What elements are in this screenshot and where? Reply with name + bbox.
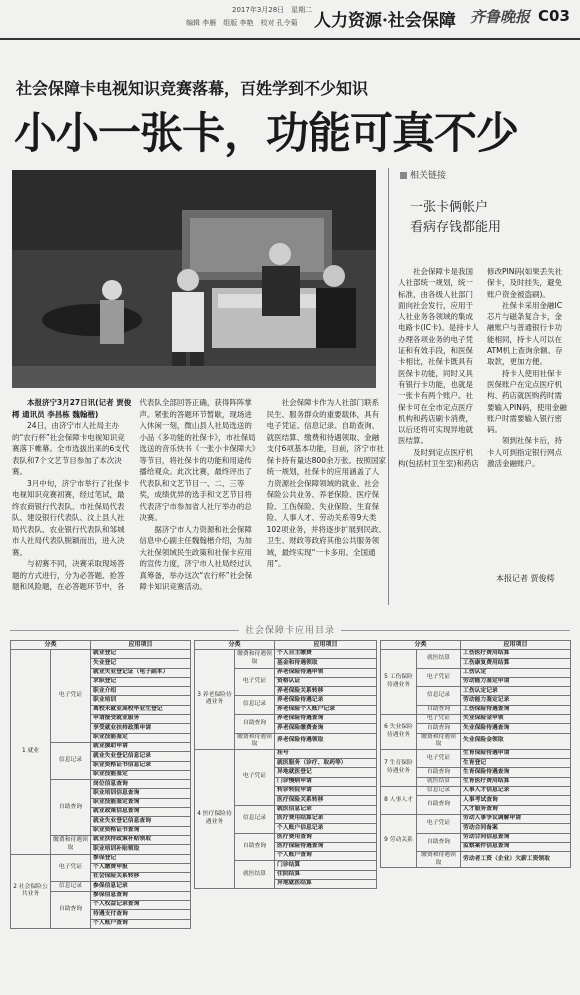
issue-date: 2017年3月28日 星期二 [232,6,313,14]
subcategory-cell: 电子凭证 [417,749,461,768]
article-paragraph: 与初赛不同，决赛采取现场答题的方式进行，分为必答题、抢答题和风险题，在必答题环节中，各代表队全部回答正确，获得阵阵掌声。紧张的答题环节暂歇，现场进入休闲一刻，微山县人社局选送的小品《多功能的社保卡》，市社保局选送的音乐快书《一张小卡保障大》等节目，将社保卡的功能和用途传播给观众。此次比赛，最终评出了代表队和文艺节目一、二、三等奖，成绩优异的选手和文艺节目将代表济宁市参加省人社厅举办的总决赛。 [12,398,256,591]
sidebar-paragraph: 领到社保卡后，持卡人可到指定银行网点激活金融账户。 [487,436,562,469]
application-item-cell: 工伤医疗费用结算 [461,650,571,659]
application-item-cell: 养老保险待遇查询 [275,715,377,724]
application-item-cell: 就业失业登记信息查询 [91,817,191,826]
article-paragraph: 社会保障卡作为人社部门联系民生、服务群众的重要载体，具有电子凭证、信息记录、自助查询、就医结算、缴费和待遇领取、金融支付6项基本功能，目前，济宁市社保卡持有量达800余万张。按照国家统一规划，社保卡的应用涵盖了人力资源社会保障领域的就业、社会保险公共业务、养老保险、医疗保险、工伤保险、失业保险、生育保险、人事人才、劳动关系等9大类102项业务，并将逐步扩展到民政、卫生、财政等政府其他公共服务领域，最终实现“一卡多用、全国通用”。 [266,398,386,568]
column-header: 应用项目 [91,641,191,650]
subcategory-cell: 自助查询 [417,705,461,714]
application-item-cell: 生育保险待遇查询 [461,768,571,777]
category-cell: 7 生育保险待遇业务 [381,749,417,786]
subcategory-cell: 缴费和待遇领取 [51,835,91,854]
table-row [11,854,191,863]
application-item-cell: 监察案件信息查询 [461,842,571,851]
application-table-1 [10,640,191,929]
category-cell: 1 就业 [11,650,51,855]
application-item-cell: 养老保险缴费查询 [275,724,377,733]
newspaper-logo: 齐鲁晚报 [470,8,531,26]
table-row [195,650,377,659]
subcategory-cell: 电子凭证 [235,749,275,805]
subcategory-cell: 电子凭证 [51,854,91,882]
application-item-cell: 享受就业扶持政策申请 [91,724,191,733]
application-item-cell: 社会保险关系转移 [91,873,191,882]
subcategory-cell: 自助查询 [417,833,461,852]
application-item-cell: 就医信息记录 [275,805,377,814]
application-item-cell: 养老保险关系转移 [275,687,377,696]
application-item-cell: 职业培训 [91,696,191,705]
application-item-cell: 个人缴费申报 [91,863,191,872]
application-item-cell: 就业援助申请 [91,742,191,751]
application-item-cell: 个人账户信息记录 [275,824,377,833]
application-item-cell: 离校未就业高校毕业生登记 [91,705,191,714]
application-item-cell: 失业保险金申领 [461,715,571,724]
category-cell: 5 工伤保险待遇业务 [381,650,417,715]
table-header-row [381,641,571,650]
application-item-cell: 医疗费用结算记录 [275,814,377,823]
application-item-cell: 工伤康复费用结算 [461,659,571,668]
application-item-cell: 劳动人事争议调解申请 [461,814,571,823]
application-item-cell: 异地就医登记 [275,768,377,777]
application-item-cell: 工伤保险待遇查询 [461,705,571,714]
article-paragraph: 据济宁市人力资源和社会保障信息中心副主任魏翰楷介绍，为加大社保领域民生政策和社保卡应用的宣传力度，济宁市人社局经过认真筹备，举办这次“农行杯”社会保障卡知识竞赛活动。 [139,524,253,591]
subcategory-cell: 就医结算 [235,861,275,889]
masthead [0,0,580,40]
page-number: C03 [538,7,570,25]
table-title-text: 社会保障卡应用目录 [239,626,341,636]
column-header: 分类 [195,641,275,650]
application-item-cell: 门诊结算 [275,861,377,870]
application-item-cell: 生育保险待遇申请 [461,749,571,758]
subcategory-cell: 电子凭证 [417,668,461,687]
application-item-cell: 养老保险待遇领取 [275,733,377,749]
application-item-cell: 转诊转院申请 [275,787,377,796]
application-item-cell: 职业资格证书信息记录 [91,761,191,770]
application-item-cell: 职业技能鉴定 [91,770,191,779]
application-item-cell: 职业培训补贴领取 [91,845,191,854]
subcategory-cell: 缴费和待遇领取 [235,650,275,669]
subcategory-cell: 信息记录 [51,742,91,779]
subcategory-cell: 缴费和待遇领取 [417,733,461,749]
application-item-cell: 就业失业登记证（电子副本） [91,668,191,677]
article-paragraph: 3月中旬，济宁市举行了社保卡电视知识竞赛初赛，经过笔试，最终农商银行代表队、市社保局代表队、建设银行代表队、汶上县人社局代表队、农业银行代表队和邹城市人社局代表队脱颖而出，进入决赛。 [12,478,130,557]
application-item-cell: 工伤认定记录 [461,687,571,696]
subcategory-cell: 电子凭证 [235,668,275,696]
application-item-cell: 参保登记 [91,854,191,863]
application-item-cell: 求职登记 [91,677,191,686]
application-item-cell: 就业失业登记信息记录 [91,752,191,761]
table-row [381,749,571,758]
application-item-cell: 个人账户查询 [91,919,191,928]
application-item-cell: 人事人才信息记录 [461,787,571,796]
column-divider [388,168,389,605]
application-item-cell: 待遇支付查询 [91,910,191,919]
subcategory-cell: 自助查询 [235,715,275,734]
application-item-cell: 职业介绍 [91,687,191,696]
application-item-cell: 职业培训信息查询 [91,789,191,798]
application-item-cell: 失业保险金领取 [461,733,571,749]
application-item-cell: 医疗保险关系转移 [275,796,377,805]
application-item-cell: 劳动能力鉴定申请 [461,677,571,686]
application-item-cell: 参保信息记录 [91,882,191,891]
column-header: 应用项目 [461,641,571,650]
article-lead: 本报济宁3月27日讯(记者 贾俊樗 通讯员 李昌栋 魏翰楷) [12,398,132,419]
category-cell: 4 医疗保险待遇业务 [195,749,235,888]
column-header: 应用项目 [275,641,377,650]
application-item-cell: 住院结算 [275,870,377,879]
application-item-cell: 就业登记 [91,650,191,659]
subcategory-cell: 信息记录 [417,787,461,796]
table-row [195,749,377,758]
application-item-cell: 参保信息查询 [91,891,191,900]
category-cell: 9 劳动关系 [381,814,417,867]
subcategory-cell: 自助查询 [417,724,461,733]
application-item-cell: 个人自主缴费 [275,650,377,659]
table-row [381,787,571,796]
application-item-cell: 失业登记 [91,659,191,668]
subcategory-cell: 信息记录 [235,696,275,715]
application-item-cell: 人事考试查询 [461,796,571,805]
stage-photo-illustration [12,170,376,388]
application-item-cell: 就医服务（诊疗、取药等） [275,759,377,768]
sidebar-byline: 本报记者 贾俊樗 [496,574,555,583]
subcategory-cell: 电子凭证 [51,650,91,743]
category-cell: 2 社会保险公共业务 [11,854,51,928]
subcategory-cell: 自助查询 [51,891,91,928]
sidebar-title: 一张卡俩帐户 看病存钱都能用 [410,200,502,235]
application-item-cell: 基金和待遇领取 [275,659,377,668]
article-headline: 小小一张卡，功能可真不少 [14,109,518,159]
category-cell: 3 养老保险待遇业务 [195,650,235,750]
subcategory-cell: 就医结算 [417,650,461,669]
application-item-cell: 就业政策信息查询 [91,808,191,817]
table-row [381,650,571,659]
application-item-cell: 人才服务查询 [461,805,571,814]
article-body [12,397,386,603]
table-header-row [195,641,377,650]
category-cell: 6 失业保险待遇业务 [381,715,417,750]
application-item-cell: 异地就医结算 [275,880,377,889]
subcategory-cell: 电子凭证 [417,715,461,724]
application-item-cell: 资格认证 [275,677,377,686]
subcategory-cell: 信息记录 [235,805,275,833]
editor-credits: 编辑 李雁 组版 李艳 校对 孔令菊 [186,19,298,27]
application-item-cell: 门诊慢病申请 [275,777,377,786]
article-subheadline: 社会保障卡电视知识竞赛落幕，百姓学到不少知识 [16,79,369,98]
application-item-cell: 医疗费用查询 [275,833,377,842]
application-item-cell: 个人权益记录查询 [91,901,191,910]
application-table-3 [380,640,571,868]
news-photo [12,170,376,388]
application-item-cell: 个人账户查询 [275,852,377,861]
application-item-cell: 职业资格证书查询 [91,826,191,835]
application-item-cell: 失业保险待遇查询 [461,724,571,733]
table-header-row [11,641,191,650]
application-item-cell: 工伤认定 [461,668,571,677]
subcategory-cell: 缴费和待遇领取 [235,733,275,749]
table-row [381,814,571,823]
application-item-cell: 申请接受就业服务 [91,715,191,724]
table-row [381,715,571,724]
sidebar-paragraph: 持卡人使用社保卡医保账户在定点医疗机构、药店就医购药时需要输入PIN码，使用金融账户时需要输入银行密码。 [487,368,567,435]
application-table-2 [194,640,377,889]
application-item-cell: 劳动合同备案 [461,824,571,833]
application-item-cell: 就业扶持政策补贴领取 [91,835,191,844]
sidebar-body [398,266,568,596]
subcategory-cell: 缴费和待遇领取 [417,852,461,868]
square-icon [400,172,407,179]
subcategory-cell: 信息记录 [51,882,91,891]
application-item-cell: 医疗保险待遇查询 [275,842,377,851]
category-cell: 8 人事人才 [381,787,417,815]
application-item-cell: 劳动者工资（企业）欠薪工资领取 [461,852,571,868]
subcategory-cell: 自助查询 [51,780,91,836]
application-item-cell: 劳动能力鉴定记录 [461,696,571,705]
column-header: 分类 [381,641,461,650]
subcategory-cell: 自助查询 [417,796,461,815]
application-item-cell: 职业技能鉴定查询 [91,798,191,807]
application-item-cell: 职业技能鉴定 [91,733,191,742]
article-paragraph: 24日，由济宁市人社局主办的“农行杯”社会保障卡电视知识竞赛落下帷幕。全市选拔出来的6支代表队和7个文艺节目参加了本次决赛。 [12,421,130,476]
application-item-cell: 生育登记 [461,759,571,768]
sidebar-paragraph: 社会保障卡是我国人社部统一规划，统一标准，由各级人社部门面向社会发行，应用于人社业务各领域的集成电路卡(IC卡)。是持卡人办理各项业务的电子凭证和有效手段，和医保卡相比，社保卡既具有医保卡功能，同时又具有银行卡功能，也就是一张卡有两个账户。社保卡可在全市定点医疗机构和药店刷卡消费，以后还将可实现异地就医结算。 [398,267,479,446]
subcategory-cell: 信息记录 [417,687,461,706]
application-item-cell: 养老保险个人账户记录 [275,705,377,714]
table-section-title [0,623,580,636]
subcategory-cell: 就医结算 [417,777,461,786]
column-header: 分类 [11,641,91,650]
application-item-cell: 挂号 [275,749,377,758]
application-item-cell: 养老保险待遇申领 [275,668,377,677]
related-links-label: 相关链接 [410,171,447,181]
subcategory-cell: 自助查询 [417,768,461,777]
sidebar-paragraph: 社保卡采用金融IC芯片与磁条复合卡，金融账户与普通银行卡功能相同，持卡人可以在ATM机上查询余额、存取款，更加方便。 [487,300,563,367]
subcategory-cell: 电子凭证 [417,814,461,833]
application-item-cell: 养老保险待遇记录 [275,696,377,705]
section-title: 人力资源·社会保障 [314,11,456,31]
related-links-tag [400,168,446,181]
application-item-cell: 生育医疗费用结算 [461,777,571,786]
subcategory-cell: 自助查询 [235,833,275,861]
application-item-cell: 劳动合同信息查询 [461,833,571,842]
sidebar-paragraph: 及时到定点医疗机构(包括村卫生室)和药店修改PIN码(如果丢失社保卡，及时挂失，避免账户资金被盗刷)。 [398,267,563,469]
application-item-cell: 岗位信息查询 [91,780,191,789]
table-row [11,650,191,659]
